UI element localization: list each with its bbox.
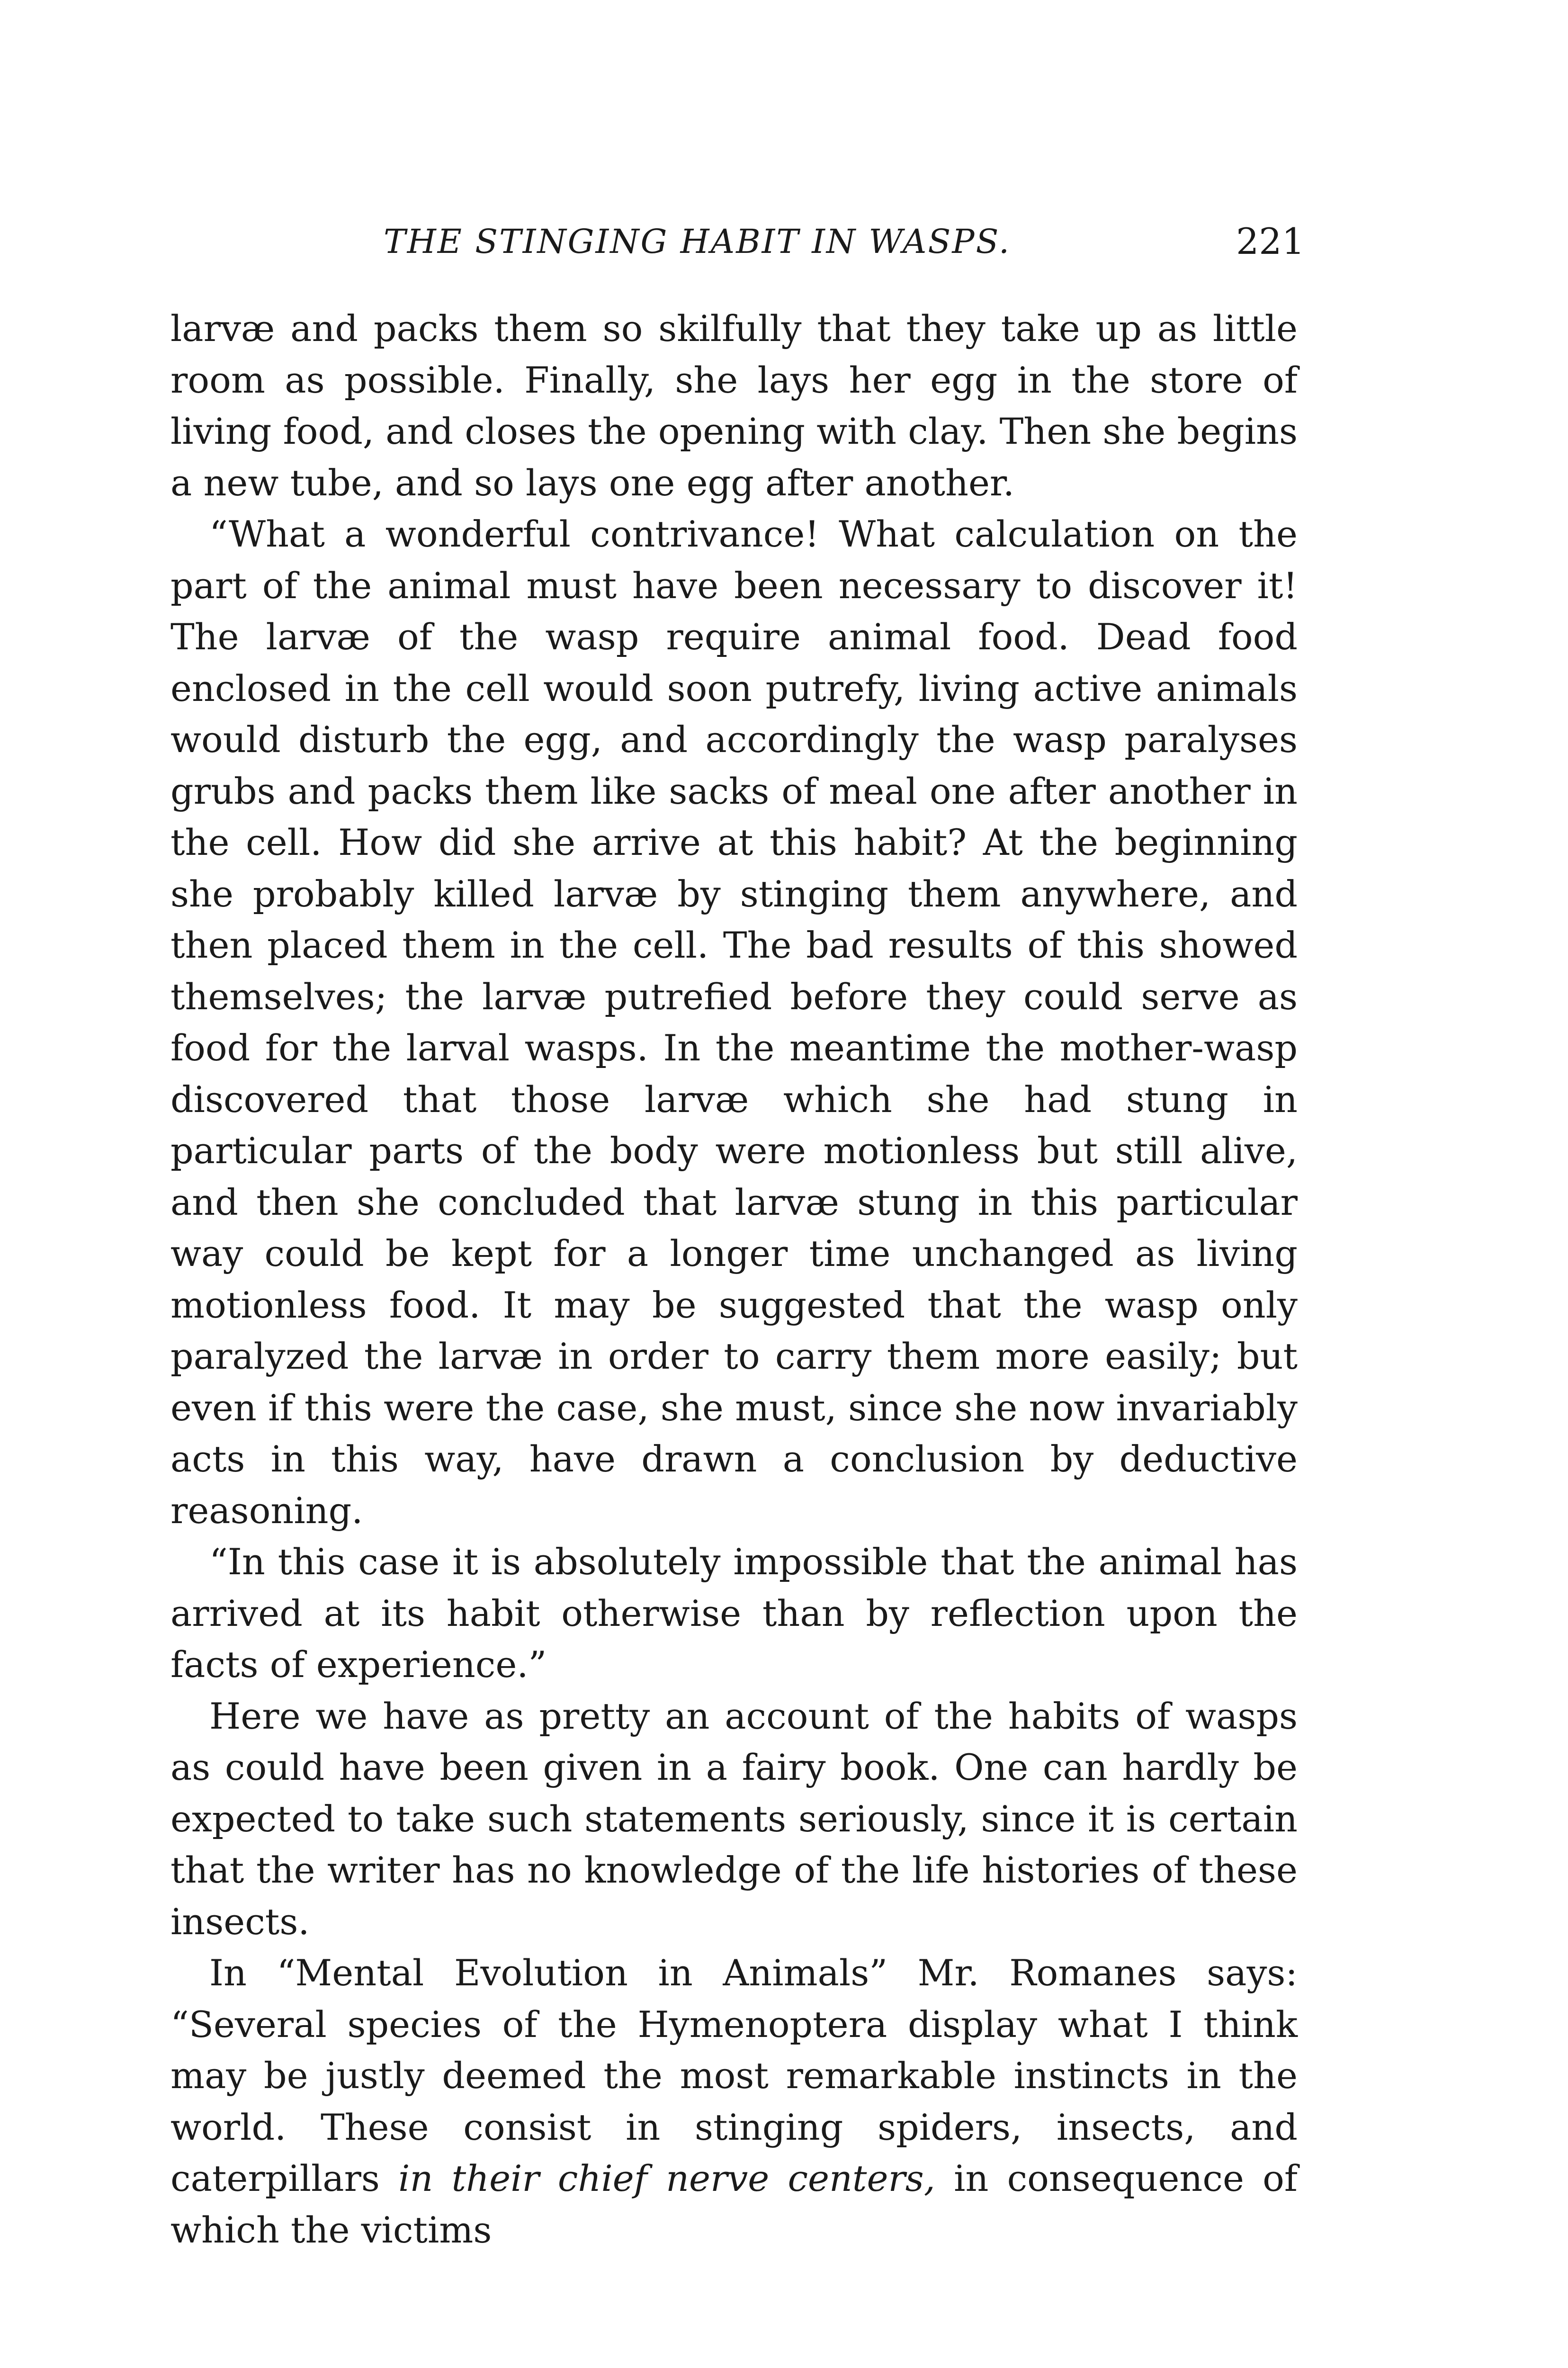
- paragraph-fairy-book: Here we have as pretty an account of the habits of wasps as could have been given in a fairy book. One can hardly be expected to take such statements seriously, since it is certain that the writer has no knowledge of the life histories of these insects.: [170, 1695, 1298, 1943]
- running-title: THE STINGING HABIT IN WASPS.: [384, 222, 1011, 261]
- paragraph-continuation: larvæ and packs them so skilfully that they take up as little room as possible. Finally, she lays her egg in the store of living food, and closes the opening with clay. Then she begins a new tube, and so lays one egg after another.: [170, 307, 1298, 504]
- paragraph-quote-reflection: “In this case it is absolutely impossible that the animal has arrived at its habit otherwise than by reflection upon the facts of experience.”: [170, 1541, 1298, 1686]
- romanes-text-end: in consequence of which the victims: [170, 2157, 1298, 2251]
- text-body: [170, 303, 1298, 2256]
- paragraph-romanes: [170, 1947, 1298, 2256]
- paragraph-quote-contrivance: “What a wonderful contrivance! What calculation on the part of the animal must have been necessary to discover it! The larvæ of the wasp require animal food. Dead food enclosed in the cell would soon putrefy, living active animals would disturb the egg, and accordingly the wasp paralyses grubs and packs them like sacks of meal one after another in the cell. How did she arrive at this habit? At the beginning she probably killed larvæ by stinging them anywhere, and then placed them in the cell. The bad results of this showed themselves; the larvæ putrefied before they could serve as food for the larval wasps. In the meantime the mother-wasp discovered that those larvæ which she had stung in particular parts of the body were motionless but still alive, and then she concluded that larvæ stung in this particular way could be kept for a longer time unchanged as living motionless food. It may be suggested that the wasp only paralyzed the larvæ in order to carry them more easily; but even if this were the case, she must, since she now invariably acts in this way, have drawn a conclusion by deductive reasoning.: [170, 513, 1298, 1532]
- page-number: 221: [1236, 220, 1305, 262]
- running-header: [168, 215, 1305, 268]
- romanes-italic-phrase: in their chief nerve centers,: [398, 2157, 935, 2199]
- romanes-text-start: In “Mental Evolution in Animals” Mr. Romanes says: “Several species of the Hymenoptera display what I think may be justly deemed the most remarkable instincts in the world. These consist in stinging spiders, insects, and caterpillars: [170, 1952, 1298, 2199]
